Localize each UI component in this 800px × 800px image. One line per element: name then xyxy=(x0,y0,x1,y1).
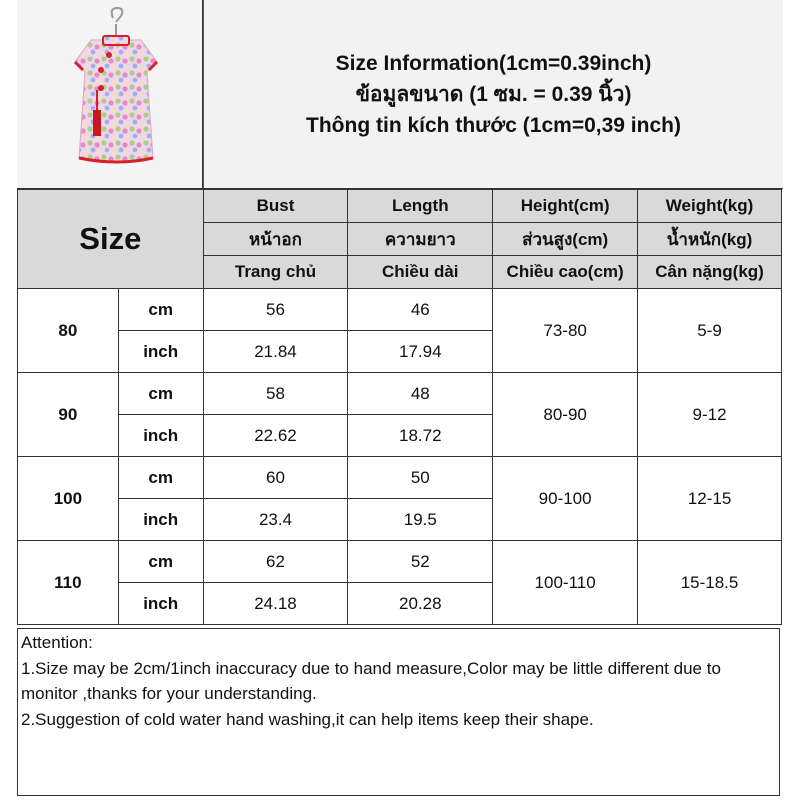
length-cm: 50 xyxy=(348,457,493,499)
bust-header-vi: Trang chủ xyxy=(203,256,348,289)
unit-cm: cm xyxy=(118,373,203,415)
height-range: 90-100 xyxy=(493,457,638,541)
weight-range: 5-9 xyxy=(638,289,782,373)
length-cm: 46 xyxy=(348,289,493,331)
table-row xyxy=(18,373,782,415)
dress-photo-icon xyxy=(17,0,202,188)
notes-line-2: 2.Suggestion of cold water hand washing,it can help items keep their shape. xyxy=(21,709,594,729)
length-inch: 20.28 xyxy=(348,583,493,625)
weight-header-thai: น้ำหนัก(kg) xyxy=(638,223,782,256)
height-header-vi: Chiều cao(cm) xyxy=(493,256,638,289)
height-header: Height(cm) xyxy=(493,190,638,223)
weight-range: 9-12 xyxy=(638,373,782,457)
size-information-title xyxy=(203,0,783,189)
weight-range: 12-15 xyxy=(638,457,782,541)
title-vietnamese: Thông tin kích thước (1cm=0,39 inch) xyxy=(306,113,681,137)
unit-inch: inch xyxy=(118,499,203,541)
notes-line-1: 1.Size may be 2cm/1inch inaccuracy due to hand measure,Color may be little different due to monitor ,thanks for your understanding. xyxy=(21,658,721,703)
size-value: 100 xyxy=(18,457,119,541)
unit-inch: inch xyxy=(118,331,203,373)
height-range: 73-80 xyxy=(493,289,638,373)
length-cm: 48 xyxy=(348,373,493,415)
length-header: Length xyxy=(348,190,493,223)
unit-cm: cm xyxy=(118,289,203,331)
table-row xyxy=(18,457,782,499)
size-table xyxy=(17,189,782,625)
weight-header-vi: Cân nặng(kg) xyxy=(638,256,782,289)
length-inch: 18.72 xyxy=(348,415,493,457)
unit-inch: inch xyxy=(118,583,203,625)
length-header-thai: ความยาว xyxy=(348,223,493,256)
bust-cm: 60 xyxy=(203,457,348,499)
weight-header: Weight(kg) xyxy=(638,190,782,223)
size-column-header: Size xyxy=(18,190,204,289)
bust-header-thai: หน้าอก xyxy=(203,223,348,256)
size-chart-sheet xyxy=(17,0,782,797)
height-header-thai: ส่วนสูง(cm) xyxy=(493,223,638,256)
length-inch: 19.5 xyxy=(348,499,493,541)
attention-notes xyxy=(17,628,780,796)
height-range: 80-90 xyxy=(493,373,638,457)
notes-heading: Attention: xyxy=(21,633,93,652)
bust-inch: 24.18 xyxy=(203,583,348,625)
weight-range: 15-18.5 xyxy=(638,541,782,625)
length-inch: 17.94 xyxy=(348,331,493,373)
unit-cm: cm xyxy=(118,541,203,583)
bust-cm: 56 xyxy=(203,289,348,331)
size-value: 90 xyxy=(18,373,119,457)
size-value: 80 xyxy=(18,289,119,373)
bust-inch: 23.4 xyxy=(203,499,348,541)
title-thai: ข้อมูลขนาด (1 ซม. = 0.39 นิ้ว) xyxy=(355,82,632,106)
table-row xyxy=(18,541,782,583)
length-cm: 52 xyxy=(348,541,493,583)
product-photo xyxy=(17,0,203,189)
bust-header: Bust xyxy=(203,190,348,223)
title-english: Size Information(1cm=0.39inch) xyxy=(335,51,652,75)
bust-cm: 62 xyxy=(203,541,348,583)
bust-cm: 58 xyxy=(203,373,348,415)
length-header-vi: Chiều dài xyxy=(348,256,493,289)
header-row-english xyxy=(18,190,782,223)
unit-cm: cm xyxy=(118,457,203,499)
bust-inch: 22.62 xyxy=(203,415,348,457)
unit-inch: inch xyxy=(118,415,203,457)
size-value: 110 xyxy=(18,541,119,625)
height-range: 100-110 xyxy=(493,541,638,625)
table-row xyxy=(18,289,782,331)
bust-inch: 21.84 xyxy=(203,331,348,373)
